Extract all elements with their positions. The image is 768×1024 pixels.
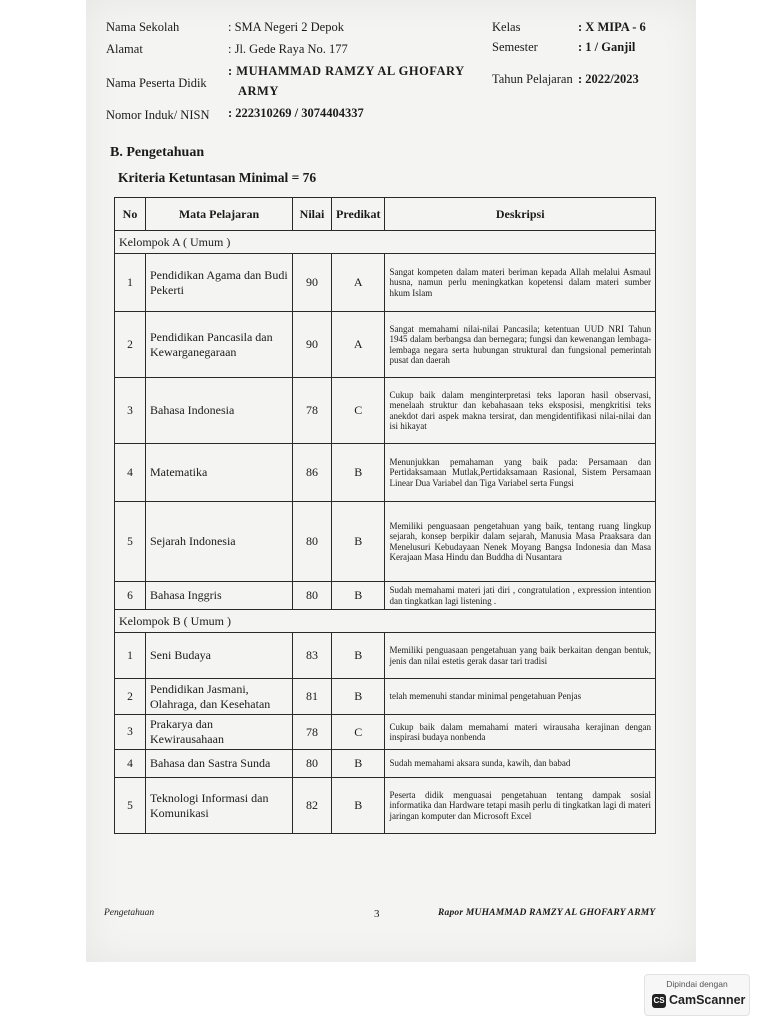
class-label: Kelas bbox=[492, 20, 521, 34]
student-name-label: Nama Peserta Didik bbox=[106, 76, 207, 90]
semester-label: Semester bbox=[492, 40, 538, 54]
row-subject: Pendidikan Pancasila dan Kewarganegaraan bbox=[146, 312, 293, 378]
table-row bbox=[115, 582, 656, 610]
row-grade: B bbox=[332, 633, 385, 679]
row-no: 1 bbox=[115, 254, 146, 312]
row-subject: Matematika bbox=[146, 444, 293, 502]
row-no: 3 bbox=[115, 378, 146, 444]
row-score: 82 bbox=[293, 778, 332, 834]
kkm-label: Kriteria Ketuntasan Minimal = 76 bbox=[118, 170, 317, 185]
table-row bbox=[115, 312, 656, 378]
row-no: 3 bbox=[115, 715, 146, 750]
address-label: Alamat bbox=[106, 42, 143, 56]
row-score: 80 bbox=[293, 750, 332, 778]
class-value: : X MIPA - 6 bbox=[578, 20, 646, 34]
row-description: Sudah memahami materi jati diri , congratulation , expression intention dan tingkatkan lagi listening . bbox=[385, 582, 656, 610]
section-title: B. Pengetahuan bbox=[110, 145, 205, 160]
row-subject: Prakarya dan Kewirausahaan bbox=[146, 715, 293, 750]
student-name-value-2: ARMY bbox=[238, 84, 279, 98]
table-row bbox=[115, 378, 656, 444]
row-no: 4 bbox=[115, 750, 146, 778]
camscanner-icon: CS bbox=[652, 994, 666, 1008]
row-no: 4 bbox=[115, 444, 146, 502]
row-no: 1 bbox=[115, 633, 146, 679]
row-description: telah memenuhi standar minimal pengetahuan Penjas bbox=[385, 679, 656, 715]
footer-right: Rapor MUHAMMAD RAMZY AL GHOFARY ARMY bbox=[438, 908, 656, 918]
year-label: Tahun Pelajaran bbox=[492, 72, 573, 86]
group-a-label: Kelompok A ( Umum ) bbox=[115, 231, 656, 254]
table-row bbox=[115, 633, 656, 679]
table-row bbox=[115, 750, 656, 778]
page-number: 3 bbox=[374, 908, 380, 920]
row-description: Memiliki penguasaan pengetahuan yang baik, tentang ruang lingkup sejarah, konsep berpikir dalam sejarah, Manusia Masa Praaksara dan Menelusuri Kebudayaan Nenek Moyang Bangsa Indonesia dan Masa Kerajaan Masa Hindu dan Buddha di Nusantara bbox=[385, 502, 656, 582]
row-subject: Seni Budaya bbox=[146, 633, 293, 679]
camscanner-watermark bbox=[644, 974, 750, 1016]
col-subject: Mata Pelajaran bbox=[146, 198, 293, 231]
row-grade: B bbox=[332, 582, 385, 610]
row-score: 86 bbox=[293, 444, 332, 502]
row-no: 5 bbox=[115, 502, 146, 582]
row-subject: Sejarah Indonesia bbox=[146, 502, 293, 582]
row-subject: Pendidikan Jasmani, Olahraga, dan Kesehatan bbox=[146, 679, 293, 715]
row-description: Cukup baik dalam memahami materi wirausaha kerajinan dengan inspirasi budaya nonbenda bbox=[385, 715, 656, 750]
row-no: 2 bbox=[115, 312, 146, 378]
row-score: 78 bbox=[293, 715, 332, 750]
row-description: Sangat kompeten dalam materi beriman kepada Allah melalui Asmaul husna, namun perlu meningkatkan kopetensi dalam materi sumber hkum Islam bbox=[385, 254, 656, 312]
table-header-row bbox=[115, 198, 656, 231]
year-value: : 2022/2023 bbox=[578, 72, 639, 86]
row-no: 2 bbox=[115, 679, 146, 715]
row-score: 80 bbox=[293, 582, 332, 610]
row-description: Memiliki penguasaan pengetahuan yang baik berkaitan dengan bentuk, jenis dan nilai estetis gerak dasar tari tradisi bbox=[385, 633, 656, 679]
row-score: 90 bbox=[293, 254, 332, 312]
school-value: : SMA Negeri 2 Depok bbox=[228, 20, 344, 34]
scanner-caption: Dipindai dengan bbox=[666, 979, 728, 989]
row-score: 90 bbox=[293, 312, 332, 378]
scanner-brand: CamScanner bbox=[669, 993, 746, 1007]
row-description: Sudah memahami aksara sunda, kawih, dan babad bbox=[385, 750, 656, 778]
school-label: Nama Sekolah bbox=[106, 20, 180, 34]
grades-table bbox=[114, 197, 656, 834]
row-score: 80 bbox=[293, 502, 332, 582]
nisn-value: : 222310269 / 3074404337 bbox=[228, 106, 364, 120]
row-subject: Pendidikan Agama dan Budi Pekerti bbox=[146, 254, 293, 312]
row-grade: B bbox=[332, 778, 385, 834]
row-grade: A bbox=[332, 312, 385, 378]
row-grade: C bbox=[332, 378, 385, 444]
row-score: 81 bbox=[293, 679, 332, 715]
row-subject: Bahasa Indonesia bbox=[146, 378, 293, 444]
row-score: 78 bbox=[293, 378, 332, 444]
row-description: Cukup baik dalam menginterpretasi teks laporan hasil observasi, menelaah struktur dan kebahasaan teks eksposisi, mengkritisi teks anekdot dari aspek makna tersirat, dan mengidentifikasi nilai-nilai dan isi hikayat bbox=[385, 378, 656, 444]
row-description: Peserta didik menguasai pengetahuan tentang dampak sosial informatika dan Hardware tetapi masih perlu di tingkatkan lagi di materi jaringan komputer dan Microsoft Excel bbox=[385, 778, 656, 834]
address-value: : Jl. Gede Raya No. 177 bbox=[228, 42, 348, 56]
group-row bbox=[115, 231, 656, 254]
nisn-label: Nomor Induk/ NISN bbox=[106, 108, 210, 122]
row-grade: B bbox=[332, 444, 385, 502]
table-row bbox=[115, 254, 656, 312]
row-grade: B bbox=[332, 502, 385, 582]
report-page bbox=[86, 0, 696, 962]
row-no: 5 bbox=[115, 778, 146, 834]
row-subject: Teknologi Informasi dan Komunikasi bbox=[146, 778, 293, 834]
col-description: Deskripsi bbox=[385, 198, 656, 231]
footer-left: Pengetahuan bbox=[104, 908, 155, 918]
row-description: Sangat memahami nilai-nilai Pancasila; ketentuan UUD NRI Tahun 1945 dalam berbangsa dan bernegara; fungsi dan kewenangan lembaga-lembaga negara serta hubungan struktural dan fungsional pemerintah pusat dan daerah bbox=[385, 312, 656, 378]
table-row bbox=[115, 715, 656, 750]
row-grade: B bbox=[332, 679, 385, 715]
row-subject: Bahasa Inggris bbox=[146, 582, 293, 610]
row-grade: C bbox=[332, 715, 385, 750]
row-description: Menunjukkan pemahaman yang baik pada: Persamaan dan Pertidaksamaan Mutlak,Pertidaksamaan Rasional, Sistem Persamaan Linear Dua Variabel dan Tiga Variabel serta Fungsi bbox=[385, 444, 656, 502]
row-grade: A bbox=[332, 254, 385, 312]
student-name-value: : MUHAMMAD RAMZY AL GHOFARY bbox=[228, 64, 465, 78]
table-row bbox=[115, 502, 656, 582]
row-subject: Bahasa dan Sastra Sunda bbox=[146, 750, 293, 778]
col-grade: Predikat bbox=[332, 198, 385, 231]
table-row bbox=[115, 444, 656, 502]
group-b-label: Kelompok B ( Umum ) bbox=[115, 610, 656, 633]
row-score: 83 bbox=[293, 633, 332, 679]
table-row bbox=[115, 778, 656, 834]
table-row bbox=[115, 679, 656, 715]
col-score: Nilai bbox=[293, 198, 332, 231]
group-row bbox=[115, 610, 656, 633]
row-no: 6 bbox=[115, 582, 146, 610]
col-no: No bbox=[115, 198, 146, 231]
semester-value: : 1 / Ganjil bbox=[578, 40, 636, 54]
row-grade: B bbox=[332, 750, 385, 778]
